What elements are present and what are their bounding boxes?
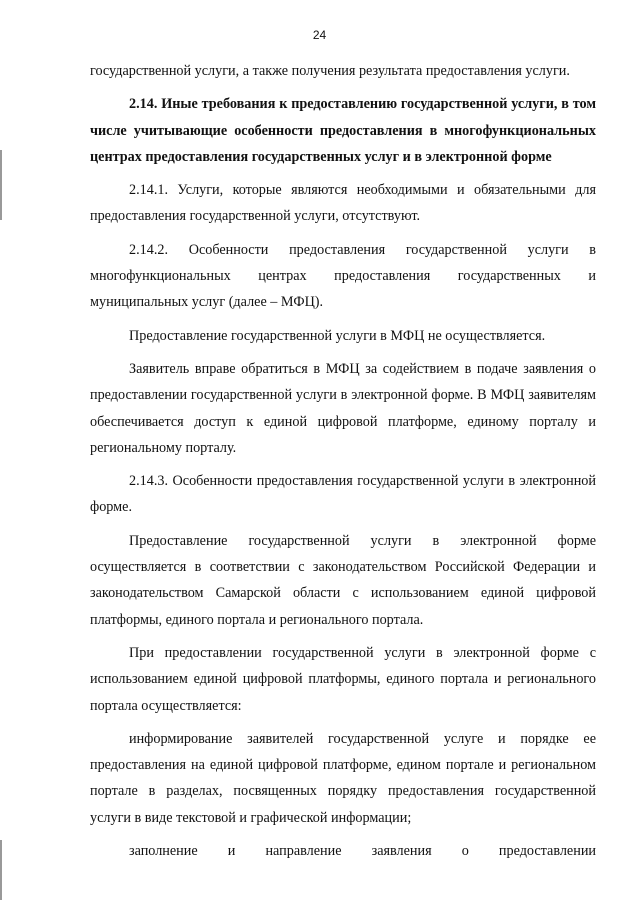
paragraph-continuation: государственной услуги, а также получения результата предоставления услуги.	[90, 63, 570, 79]
scan-margin-mark-bottom	[0, 840, 2, 900]
scan-margin-mark-top	[0, 150, 2, 220]
paragraph-2-14-2: 2.14.2. Особенности предоставления государственной услуги в многофункциональных центрах предоставления государственных и муниципальных услуг (далее – МФЦ).	[90, 241, 596, 311]
paragraph-informing: информирование заявителей государственной услуге и порядке ее предоставления на единой цифровой платформе, едином портале и региональном портале в разделах, посвященных порядку предоставления государственной услуги в виде текстовой и графической информации;	[90, 730, 596, 826]
page-number: 24	[312, 28, 327, 42]
paragraph-electronic-form: Предоставление государственной услуги в электронной форме осуществляется в соответствии с законодательством Российской Федерации и законодательством Самарской области с использованием единой цифровой платформы, единого портала и регионального портала.	[90, 532, 596, 628]
paragraph-electronic-provision: При предоставлении государственной услуги в электронной форме с использованием единой цифровой платформы, единого портала и регионального портала осуществляется:	[90, 644, 596, 714]
section-heading-2-14: 2.14. Иные требования к предоставлению государственной услуги, в том числе учитывающие особенности предоставления в многофункциональных центрах предоставления государственных услуг и в электронной форме	[90, 96, 596, 165]
paragraph-2-14-1: 2.14.1. Услуги, которые являются необходимыми и обязательными для предоставления государственной услуги, отсутствуют.	[90, 182, 596, 225]
paragraph-mfc-not-provided: Предоставление государственной услуги в МФЦ не осуществляется.	[129, 327, 546, 344]
paragraph-filling: заполнение и направление заявления о предоставлении	[129, 843, 596, 860]
paragraph-applicant-mfc: Заявитель вправе обратиться в МФЦ за содействием в подаче заявления о предоставлении государственной услуги в электронной форме. В МФЦ заявителям обеспечивается доступ к единой цифровой платформе, единому порталу и региональному порталу.	[90, 360, 596, 456]
document-body	[90, 58, 596, 864]
paragraph-2-14-3: 2.14.3. Особенности предоставления государственной услуги в электронной форме.	[90, 473, 596, 516]
